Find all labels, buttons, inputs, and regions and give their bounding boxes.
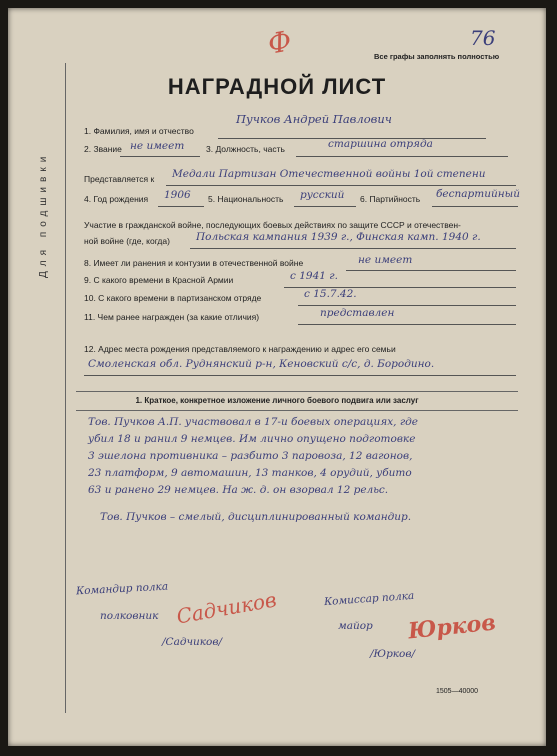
civil-war-label-2: ной войне (где, когда) [84,236,170,246]
name-label: 1. Фамилия, имя и отчество [84,126,194,136]
nationality-label: 5. Национальность [208,194,284,204]
awards-label: 11. Чем ранее награжден (за какие отличия) [84,312,260,322]
position-label: 3. Должность, часть [206,144,285,154]
address-label: 12. Адрес места рождения представляемого к награждению и адрес его семьи [84,344,396,354]
commander-signature: Садчиков [174,587,279,629]
commander-title-1: Командир полка [75,580,169,598]
party-underline [432,206,518,207]
section-title: 1. Краткое, конкретное изложение личного боевого подвига или заслуг [135,396,419,405]
narrative-line: Тов. Пучков – смелый, дисциплинированный командир. [100,511,412,523]
civil-war-underline [190,248,516,249]
commissar-title-1: Комиссар полка [323,589,415,609]
awards-underline [298,324,516,325]
name-value: Пучков Андрей Павлович [236,112,392,126]
presented-label: Представляется к [84,174,155,184]
nationality-underline [294,206,356,207]
narrative-line: убил 18 и ранил 9 немцев. Им лично опущено подготовке [88,433,416,445]
commander-name: /Садчиков/ [162,636,223,648]
party-value: беспартийный [436,188,520,200]
birth-label: 4. Год рождения [84,194,149,204]
civil-war-label-1: Участие в гражданской войне, последующих боевых действиях по защите СССР и отечествен- [84,220,461,230]
margin-label: Для подшивки [38,151,49,278]
partisan-label: 10. С какого времени в партизанском отряде [84,293,262,303]
presented-underline [166,185,516,186]
header-note: Все графы заполнять полностью [374,52,500,61]
wounds-value: не имеет [358,254,413,266]
narrative-line: Тов. Пучков А.П. участвовал в 17-и боевых операциях, где [88,416,419,428]
awards-value: представлен [320,307,395,319]
rank-underline [120,156,200,157]
address-value: Смоленская обл. Руднянский р-н, Кеновский с/с, д. Бородино. [88,358,435,370]
archive-number: 76 [470,26,496,50]
rank-value: не имеет [130,140,185,152]
commissar-title-2: майор [338,620,373,632]
nationality-value: русский [300,189,345,201]
presented-value: Медали Партизан Отечественной войны 1ой степени [172,168,486,180]
wounds-underline [346,270,516,271]
narrative-line: 3 эшелона противника – разбито 3 паровоза, 12 вагонов, [88,450,413,462]
section-divider-bottom [76,410,518,411]
position-underline [296,156,508,157]
page-title: НАГРАДНОЙ ЛИСТ [167,74,387,99]
partisan-underline [298,305,516,306]
wounds-label: 8. Имеет ли ранения и контузии в отечественной войне [84,258,304,268]
birth-underline [158,206,204,207]
red-mark: Ф [265,24,294,61]
commissar-signature: Юрков [406,609,497,645]
award-sheet [8,8,546,746]
partisan-value: с 15.7.42. [304,288,357,300]
print-code: 1505—40000 [436,688,479,695]
section-divider [76,391,518,392]
commissar-name: /Юрков/ [370,648,416,660]
army-value: с 1941 г. [290,270,338,282]
civil-war-value: Польская кампания 1939 г., Финская камп. 1940 г. [196,231,481,243]
army-label: 9. С какого времени в Красной Армии [84,275,234,285]
commander-title-2: полковник [100,610,159,622]
position-value: старшина отряда [328,138,433,150]
party-label: 6. Партийность [360,194,421,204]
birth-value: 1906 [164,189,191,201]
narrative-line: 63 и ранено 29 немцев. На ж. д. он взорвал 12 рельс. [88,484,389,496]
address-underline [84,375,516,376]
margin-rule [65,63,66,713]
narrative-line: 23 платформ, 9 автомашин, 13 танков, 4 орудий, убито [88,467,412,479]
rank-label: 2. Звание [84,144,122,154]
